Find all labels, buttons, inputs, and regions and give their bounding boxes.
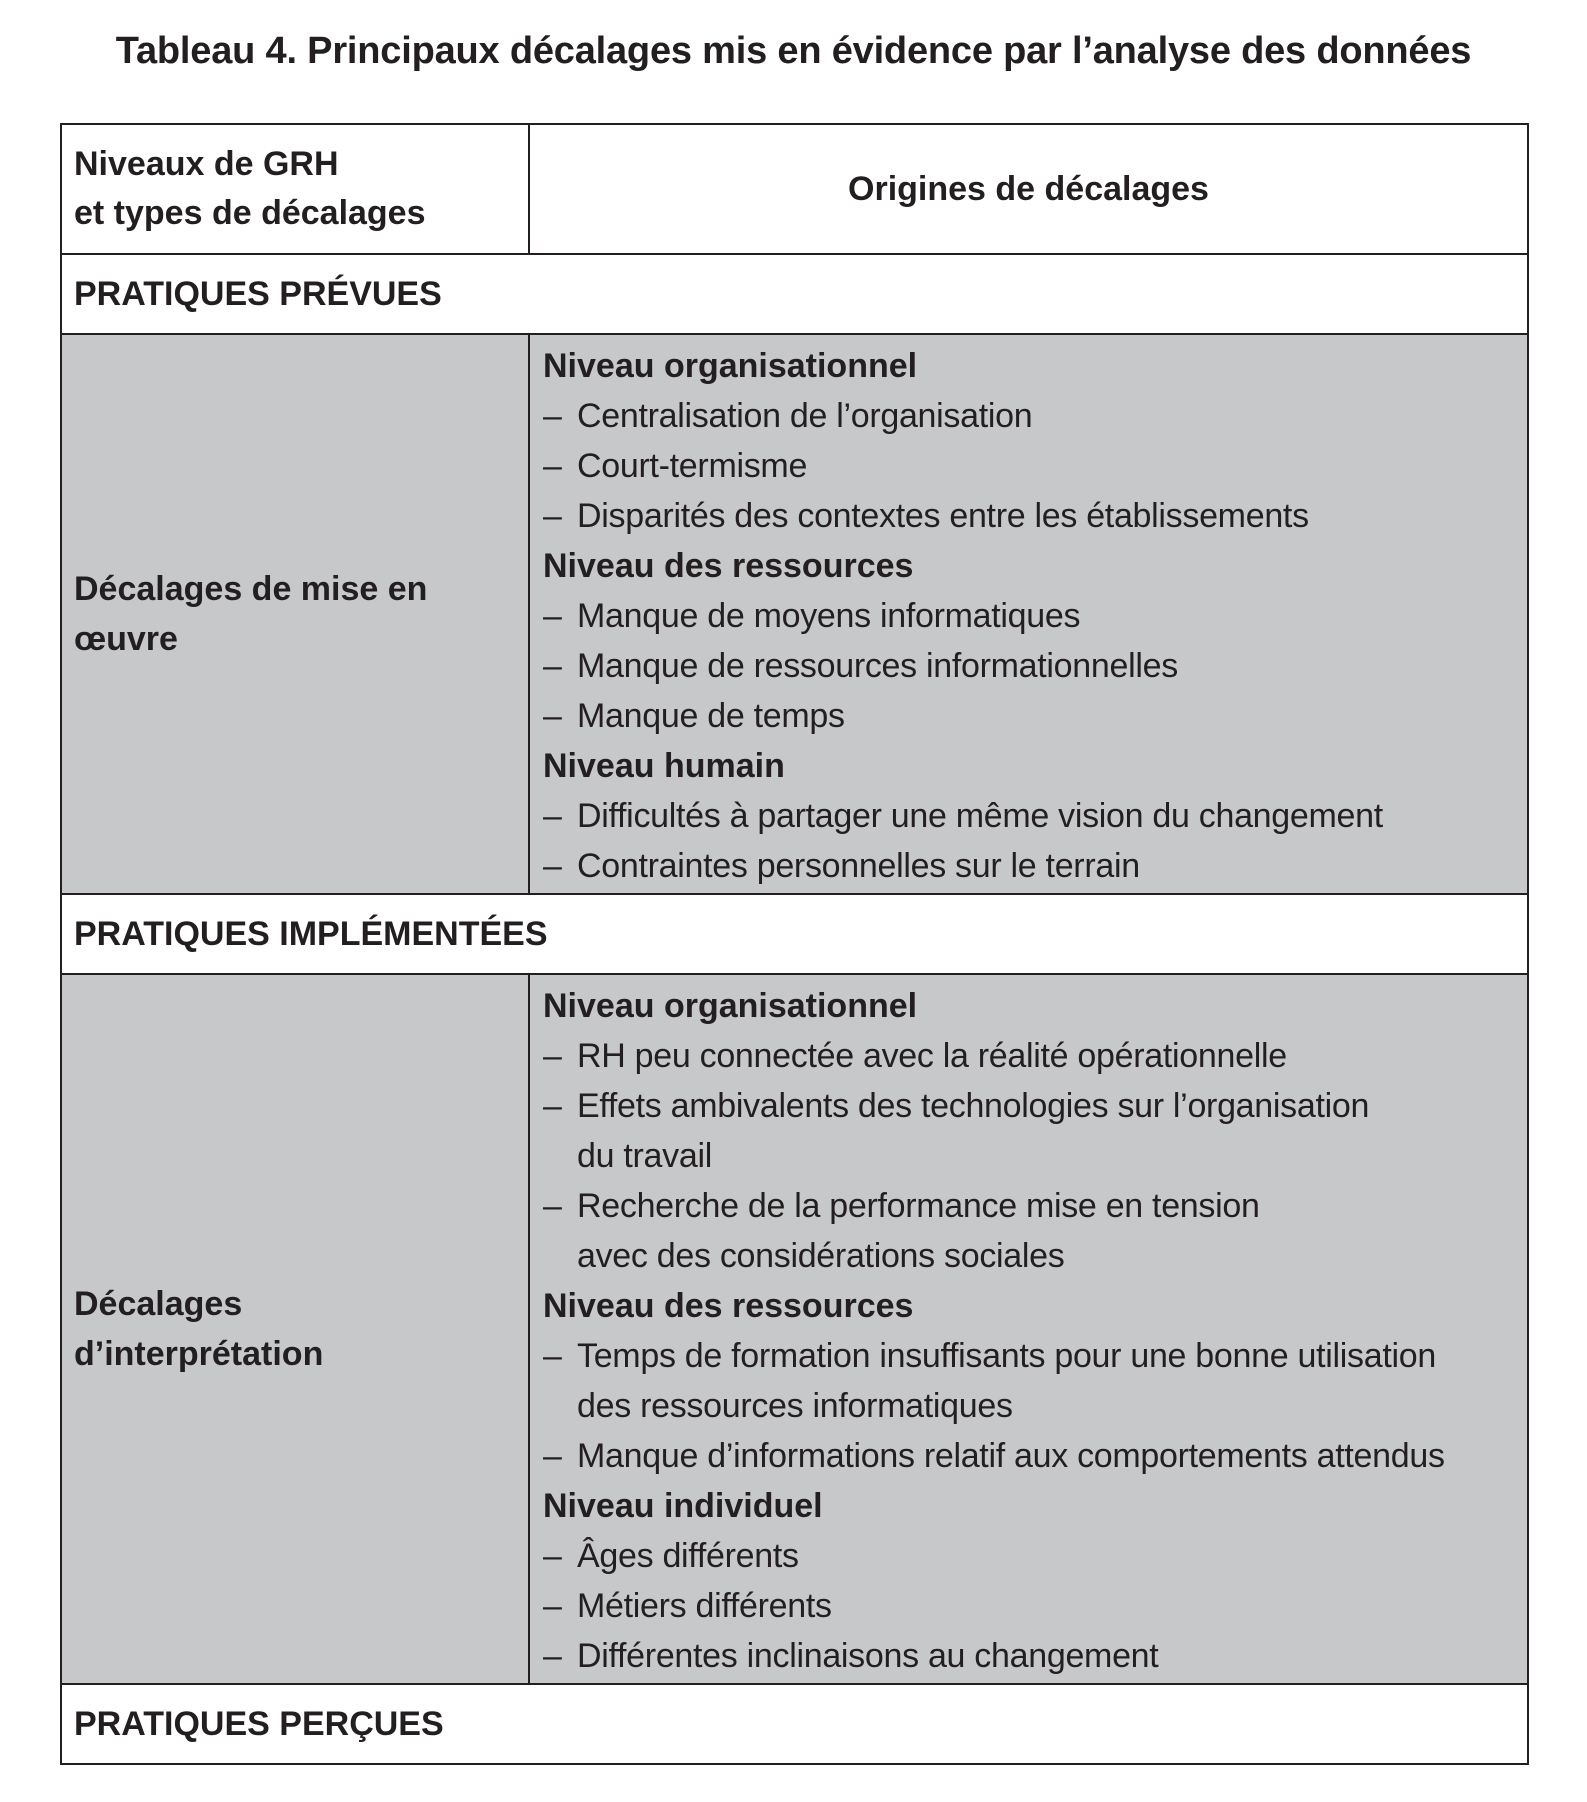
list-item-text: Âges différents (577, 1537, 799, 1575)
list-item (543, 691, 1527, 741)
dash-bullet: – (543, 847, 562, 885)
section-prevues: PRATIQUES PRÉVUES (61, 254, 1528, 334)
list-item-text: Manque de moyens informatiques (577, 597, 1081, 635)
list-item (543, 1581, 1527, 1631)
section-implementees: PRATIQUES IMPLÉMENTÉES (61, 894, 1528, 974)
header-origins-cell: Origines de décalages (529, 124, 1528, 254)
dash-bullet: – (543, 1587, 562, 1625)
dash-bullet: – (543, 797, 562, 835)
list-item (543, 791, 1527, 841)
row-label-interpretation (61, 974, 529, 1684)
header-row (61, 124, 1528, 254)
origins-cell-interpretation (529, 974, 1528, 1684)
dash-bullet: – (543, 1337, 562, 1375)
list-item (543, 1031, 1527, 1081)
list-item-text: Disparités des contextes entre les établissements (577, 497, 1309, 535)
dash-bullet: – (543, 1437, 562, 1475)
header-levels-cell (61, 124, 529, 254)
dash-bullet: – (543, 647, 562, 685)
row-label-line: d’interprétation (74, 1335, 324, 1373)
dash-bullet: – (543, 1037, 562, 1075)
row-label-line: œuvre (74, 620, 178, 658)
origins-cell-mise-en-oeuvre (529, 334, 1528, 894)
dash-bullet: – (543, 447, 562, 485)
section-row-percues (61, 1684, 1528, 1764)
list-item-text: Métiers différents (577, 1587, 832, 1625)
row-label-mise-en-oeuvre (61, 334, 529, 894)
group-title: Niveau organisationnel (543, 347, 918, 385)
gaps-table (60, 123, 1529, 1765)
section-row-prevues (61, 254, 1528, 334)
group-title: Niveau organisationnel (543, 987, 918, 1025)
list-item (543, 391, 1527, 441)
group-title: Niveau des ressources (543, 547, 914, 585)
dash-bullet: – (543, 497, 562, 535)
section-row-implementees (61, 894, 1528, 974)
list-item-text: Temps de formation insuffisants pour une bonne utilisation (577, 1337, 1436, 1375)
dash-bullet: – (543, 1087, 562, 1125)
list-item (543, 491, 1527, 541)
list-item-text: Manque de ressources informationnelles (577, 647, 1178, 685)
list-item-text: Différentes inclinaisons au changement (577, 1637, 1159, 1675)
row-label-line: Décalages de mise en (74, 570, 428, 608)
list-item (543, 1431, 1527, 1481)
list-item-text: Contraintes personnelles sur le terrain (577, 847, 1140, 885)
dash-bullet: – (543, 597, 562, 635)
table-row-interpretation (61, 974, 1528, 1684)
header-levels-line2: et types de décalages (74, 194, 426, 232)
list-item (543, 1531, 1527, 1581)
list-item (543, 441, 1527, 491)
dash-bullet: – (543, 397, 562, 435)
list-item-text: Court-termisme (577, 447, 808, 485)
row-label-line: Décalages (74, 1285, 243, 1323)
list-item-text-continued: avec des considérations sociales (577, 1237, 1065, 1275)
page-title: Tableau 4. Principaux décalages mis en évidence par l’analyse des données (115, 30, 1472, 72)
dash-bullet: – (543, 697, 562, 735)
dash-bullet: – (543, 1637, 562, 1675)
list-item-text: Difficultés à partager une même vision du changement (577, 797, 1383, 835)
section-percues: PRATIQUES PERÇUES (61, 1684, 1528, 1764)
dash-bullet: – (543, 1537, 562, 1575)
list-item-text: Manque d’informations relatif aux comportements attendus (577, 1437, 1445, 1475)
list-item-text: Effets ambivalents des technologies sur l’organisation (577, 1087, 1370, 1125)
dash-bullet: – (543, 1187, 562, 1225)
list-item (543, 641, 1527, 691)
group-title: Niveau humain (543, 747, 785, 785)
list-item-text: RH peu connectée avec la réalité opérationnelle (577, 1037, 1287, 1075)
list-item (543, 1181, 1527, 1281)
list-item-text: Centralisation de l’organisation (577, 397, 1033, 435)
list-item-text-continued: du travail (577, 1137, 712, 1175)
list-item (543, 1631, 1527, 1681)
list-item-text-continued: des ressources informatiques (577, 1387, 1013, 1425)
table-row-mise-en-oeuvre (61, 334, 1528, 894)
header-levels-line1: Niveaux de GRH (74, 145, 339, 183)
list-item (543, 841, 1527, 891)
group-title: Niveau des ressources (543, 1287, 914, 1325)
list-item-text: Recherche de la performance mise en tension (577, 1187, 1260, 1225)
list-item (543, 1331, 1527, 1431)
list-item-text: Manque de temps (577, 697, 845, 735)
group-title: Niveau individuel (543, 1487, 823, 1525)
list-item (543, 591, 1527, 641)
list-item (543, 1081, 1527, 1181)
